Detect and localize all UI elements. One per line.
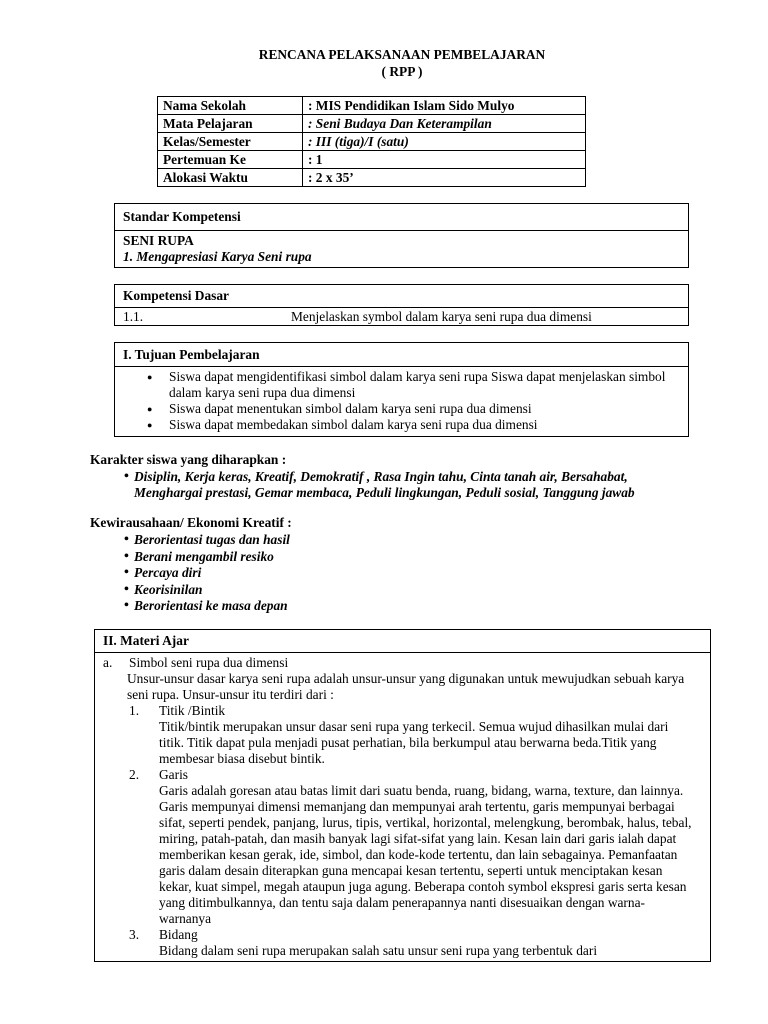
item-title: Garis [159, 767, 189, 782]
tujuan-heading: I. Tujuan Pembelajaran [115, 343, 688, 367]
info-value: : Seni Budaya Dan Keterampilan [303, 115, 586, 133]
standar-kompetensi-box [114, 203, 689, 268]
list-item: • Berorientasi ke masa depan [124, 598, 290, 615]
table-row [158, 151, 586, 169]
materi-sub-title: Simbol seni rupa dua dimensi [129, 655, 289, 670]
item-number: 2. [129, 767, 140, 782]
list-item [103, 703, 702, 767]
item-text: Garis adalah goresan atau batas limit dari suatu benda, ruang, bidang, warna, texture, dan lainnya. Garis mempunyai dimensi memanjang dan mempunyai arah tertentu, garis mempunyai berbagai sifat, seperti pendek, panjang, lurus, tipis, vertikal, horizontal, melengkung, berombak, halus, tebal, miring, patah-patah, dan masih banyak lagi sifat-sifat yang lain. Kesan lain dari garis ialah dapat memberikan kesan gerak, ide, simbol, dan kode-kode tertentu, dan lain sebagainya. Pemanfaatan garis dalam desain diterapkan guna mencapai kesan tertentu, seperti untuk menciptakan kesan kekar, kuat simpel, megah ataupun juga agung. Beberapa contoh symbol ekspresi garis serta kesan yang ditimbulkannya, dan tentu saja dalam penerapannya nanti disesuaikan dengan warna-warnanya [159, 783, 692, 926]
list-item: • Percaya diri [124, 565, 290, 582]
kewirausahaan-list [124, 532, 290, 615]
kompetensi-dasar-box [114, 284, 689, 326]
table-row [158, 97, 586, 115]
kompetensi-row [115, 308, 688, 326]
item-title: Titik /Bintik [159, 703, 226, 718]
list-item: • Disiplin, Kerja keras, Kreatif, Demokratif , Rasa Ingin tahu, Cinta tanah air, Bersahabat, [124, 469, 724, 485]
materi-heading: II. Materi Ajar [95, 630, 710, 653]
karakter-list [124, 469, 724, 485]
info-value: : 2 x 35’ [303, 169, 586, 187]
page-subtitle: ( RPP ) [381, 64, 423, 79]
item-text: Bidang dalam seni rupa merupakan salah satu unsur seni rupa yang terbentuk dari [159, 943, 598, 958]
kompetensi-number: 1.1. [123, 309, 144, 324]
info-value: : 1 [303, 151, 586, 169]
standar-heading: Standar Kompetensi [115, 204, 688, 231]
karakter-heading: Karakter siswa yang diharapkan : [90, 452, 287, 467]
materi-subtitle-row [103, 655, 702, 671]
info-label: Kelas/Semester [158, 133, 303, 151]
standar-item: 1. Mengapresiasi Karya Seni rupa [123, 249, 312, 264]
materi-sub-letter: a. [103, 655, 113, 670]
list-item: ● Siswa dapat menentukan simbol dalam karya seni rupa dua dimensi [147, 401, 680, 417]
item-title: Bidang [159, 927, 198, 942]
table-row [158, 169, 586, 187]
table-row [158, 133, 586, 151]
tujuan-content [115, 367, 688, 433]
item-text: Titik/bintik merupakan unsur dasar seni rupa yang terkecil. Semua wujud dihasilkan mulai dari titik. Titik dapat pula menjadi pusat perhatian, bila berkumpul atau berwarna beda.Titik yang membesar biasa disebut bintik. [159, 719, 669, 766]
list-item: • Berani mengambil resiko [124, 549, 290, 566]
materi-content [95, 653, 710, 959]
list-item: • Keorisinilan [124, 582, 290, 599]
table-row [158, 115, 586, 133]
info-label: Pertemuan Ke [158, 151, 303, 169]
school-info-table [157, 96, 586, 187]
standar-content [115, 231, 688, 265]
list-item [103, 927, 702, 959]
info-label: Alokasi Waktu [158, 169, 303, 187]
list-item: ● Siswa dapat membedakan simbol dalam karya seni rupa dua dimensi [147, 417, 680, 433]
info-value: : MIS Pendidikan Islam Sido Mulyo [303, 97, 586, 115]
materi-ajar-box [94, 629, 711, 962]
tujuan-box [114, 342, 689, 437]
list-item: ● Siswa dapat mengidentifikasi simbol dalam karya seni rupa Siswa dapat menjelaskan simbol dalam karya seni rupa dua dimensi [147, 369, 680, 401]
kompetensi-heading: Kompetensi Dasar [115, 285, 688, 308]
karakter-line2: Menghargai prestasi, Gemar membaca, Peduli lingkungan, Peduli sosial, Tanggung jawab [134, 485, 635, 500]
info-label: Mata Pelajaran [158, 115, 303, 133]
tujuan-list [147, 369, 680, 433]
standar-subject: SENI RUPA [123, 233, 194, 248]
list-item: • Berorientasi tugas dan hasil [124, 532, 290, 549]
info-label: Nama Sekolah [158, 97, 303, 115]
kompetensi-text: Menjelaskan symbol dalam karya seni rupa dua dimensi [291, 309, 592, 324]
kewirausahaan-heading: Kewirausahaan/ Ekonomi Kreatif : [90, 515, 292, 530]
list-item [103, 767, 702, 927]
item-number: 3. [129, 927, 140, 942]
item-number: 1. [129, 703, 140, 718]
info-value: : III (tiga)/I (satu) [303, 133, 586, 151]
materi-intro: Unsur-unsur dasar karya seni rupa adalah unsur-unsur yang digunakan untuk mewujudkan sebuah karya seni rupa. Unsur-unsur itu terdiri dari : [127, 671, 685, 702]
page-title: RENCANA PELAKSANAAN PEMBELAJARAN [258, 47, 546, 62]
